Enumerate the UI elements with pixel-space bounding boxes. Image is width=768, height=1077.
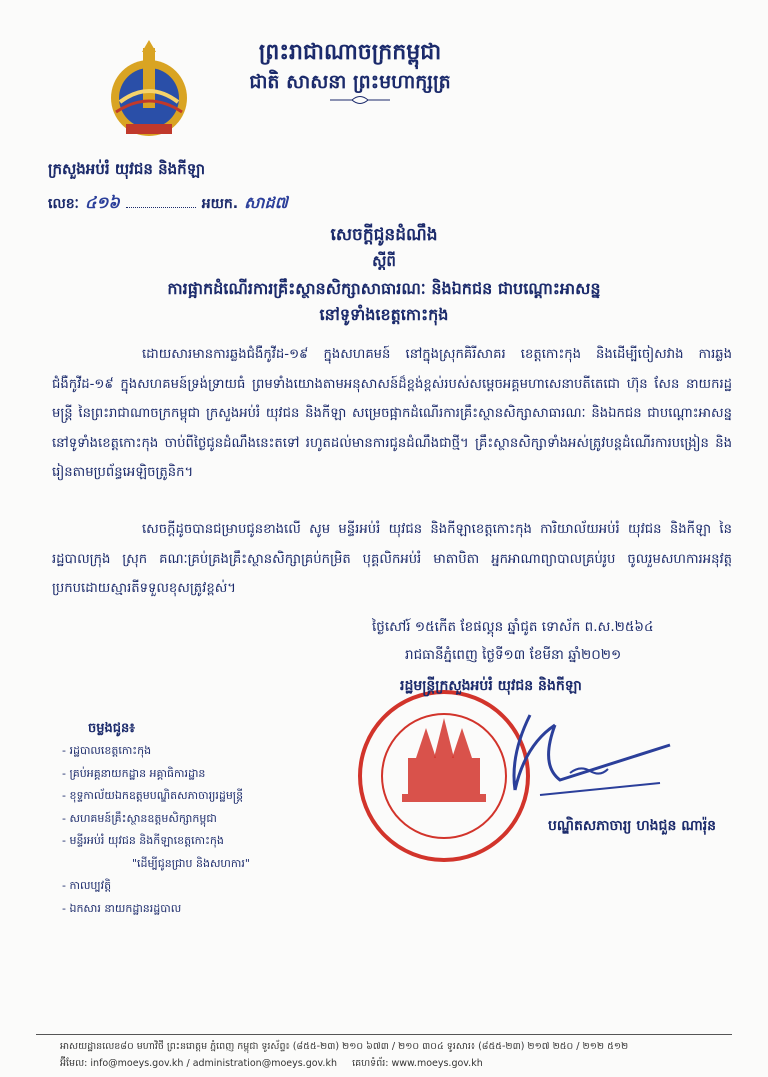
cc-item-note: "ដើម្បីជូនជ្រាប និងសហការ" [132,856,250,870]
footer-email[interactable]: info@moeys.gov.kh / administration@moeys.gov.kh [90,1058,337,1069]
web-label: គេហទំព័រ [352,1058,386,1069]
cc-item: - រដ្ឋបាលខេត្តកោះកុង [62,740,250,763]
national-motto: ជាតិ សាសនា ព្រះមហាក្សត្រ [249,71,451,93]
lunar-date: ថ្ងៃសៅរ៍ ១៥កើត ខែផល្គុន ឆ្នាំជូត ទោស័ក ព.ស.២៥៦៤ [372,619,654,635]
kingdom-heading: ព្រះរាជាណាចក្រកម្ពុជា [258,39,442,65]
cc-list [62,740,250,920]
cc-item: - មន្ទីរអប់រំ យុវជន និងកីឡាខេត្តកោះកុង [62,830,250,853]
footer-website[interactable]: www.moeys.gov.kh [391,1058,483,1069]
notice-subject-location: នៅទូទាំងខេត្តកោះកុង [319,305,449,324]
handwritten-signature-icon [470,705,680,805]
signatory-role: រដ្ឋមន្ត្រីក្រសួងអប់រំ យុវជន និងកីឡា [400,678,582,694]
email-label: អ៊ីមែល [60,1058,85,1069]
ministry-name: ក្រសួងអប់រំ យុវជន និងកីឡា [48,160,206,178]
signatory-name: បណ្ឌិតសភាចារ្យ ហងជួន ណារ៉ុន [548,818,717,834]
notice-subject-label: ស្តីពី [372,252,396,270]
reference-line [48,192,288,216]
ref-dots [126,195,196,208]
ornament-divider-icon [330,95,390,105]
body-paragraph-2: សេចក្តីដូចបានជម្រាបជូនខាងលើ សូម មន្ទីរអប់រំ យុវជន និងកីឡាខេត្តកោះកុង ការិយាល័យអប់រំ យុវជន និងកីឡា នៃរដ្ឋបាលក្រុង ស្រុក គណៈគ្រប់គ្រងគ្រឹះស្ថានសិក្សាគ្រប់កម្រិត បុគ្គលិកអប់រំ មាតាបិតា អ្នកអាណាព្យាបាលគ្រប់រូប ចូលរួមសហការអនុវត្តប្រកបដោយស្មារតីទទួលខុសត្រូវខ្ពស់។ [52,522,732,596]
ref-number: ៤១៦ [84,193,120,212]
cc-item: - កាលប្បវត្តិ [62,875,250,898]
ref-label: លេខៈ [48,196,79,212]
cc-item: - ខុទ្ទកាល័យឯកឧត្តមបណ្ឌិតសភាចារ្យរដ្ឋមន្ត្រី [62,785,250,808]
cc-heading: ចម្លងជូន៖ [88,721,135,736]
footer-contacts: អ៊ីមែល: info@moeys.gov.kh / administration@moeys.gov.kh គេហទំព័រ: www.moeys.gov.kh [60,1058,483,1069]
footer-divider [36,1034,732,1035]
ref-suffix: សាដ៧ [244,193,288,212]
solar-date: រាជធានីភ្នំពេញ ថ្ងៃទី១៣ ខែមីនា ឆ្នាំ២០២១ [405,647,622,663]
ref-suffix-label: អយក. [201,196,239,212]
cc-item: - គ្រប់អគ្គនាយកដ្ឋាន អគ្គាធិការដ្ឋាន [62,763,250,786]
body-paragraph-1: ដោយសារមានការឆ្លងជំងឺកូវីដ-១៩ ក្នុងសហគមន៍ នៅក្នុងស្រុកគិរីសាគរ ខេត្តកោះកុង និងដើម្បីចៀសវាង ការឆ្លងជំងឺកូវីដ-១៩ ក្នុងសហគមន៍ទ្រង់ទ្រាយធំ ព្រមទាំងយោងតាមអនុសាសន៍ដ៏ខ្ពង់ខ្ពស់របស់សម្តេចអគ្គមហាសេនាបតីតេជោ ហ៊ុន សែន នាយករដ្ឋមន្ត្រី នៃព្រះរាជាណាចក្រកម្ពុជា ក្រសួងអប់រំ យុវជន និងកីឡា សម្រេចផ្អាកដំណើរការគ្រឹះស្ថានសិក្សាសាធារណៈ និងឯកជន ជាបណ្តោះអាសន្ន នៅទូទាំងខេត្តកោះកុង ចាប់ពីថ្ងៃជូនដំណឹងនេះតទៅ រហូតដល់មានការជូនដំណឹងជាថ្មី។ គ្រឹះស្ថានសិក្សាទាំងអស់ត្រូវបន្តដំណើរការបង្រៀន និងរៀនតាមប្រព័ន្ធអេឡិចត្រូនិក។ [52,347,732,480]
notice-subject: ការផ្អាកដំណើរការគ្រឹះស្ថានសិក្សាសាធារណៈ និងឯកជន ជាបណ្តោះអាសន្ន [167,279,601,298]
footer-address: អាសយដ្ឋានលេខ៨០ មហាវិថី ព្រះនរោត្តម ភ្នំពេញ កម្ពុជា ទូរស័ព្ទ៖ (៨៥៥-២៣) ២១០ ៦៧៣ / ២១០ ៣០៤ ទូរសារ៖ (៨៥៥-២៣) ២១៧ ២៥០ / ២១២ ៥១២ [60,1041,629,1052]
cc-item: - សហគមន៍គ្រឹះស្ថានឧត្តមសិក្សាកម្ពុជា [62,808,250,831]
cc-item: - ឯកសារ នាយកដ្ឋានរដ្ឋបាល [62,898,250,921]
notice-title: សេចក្តីជូនដំណឹង [330,225,438,245]
